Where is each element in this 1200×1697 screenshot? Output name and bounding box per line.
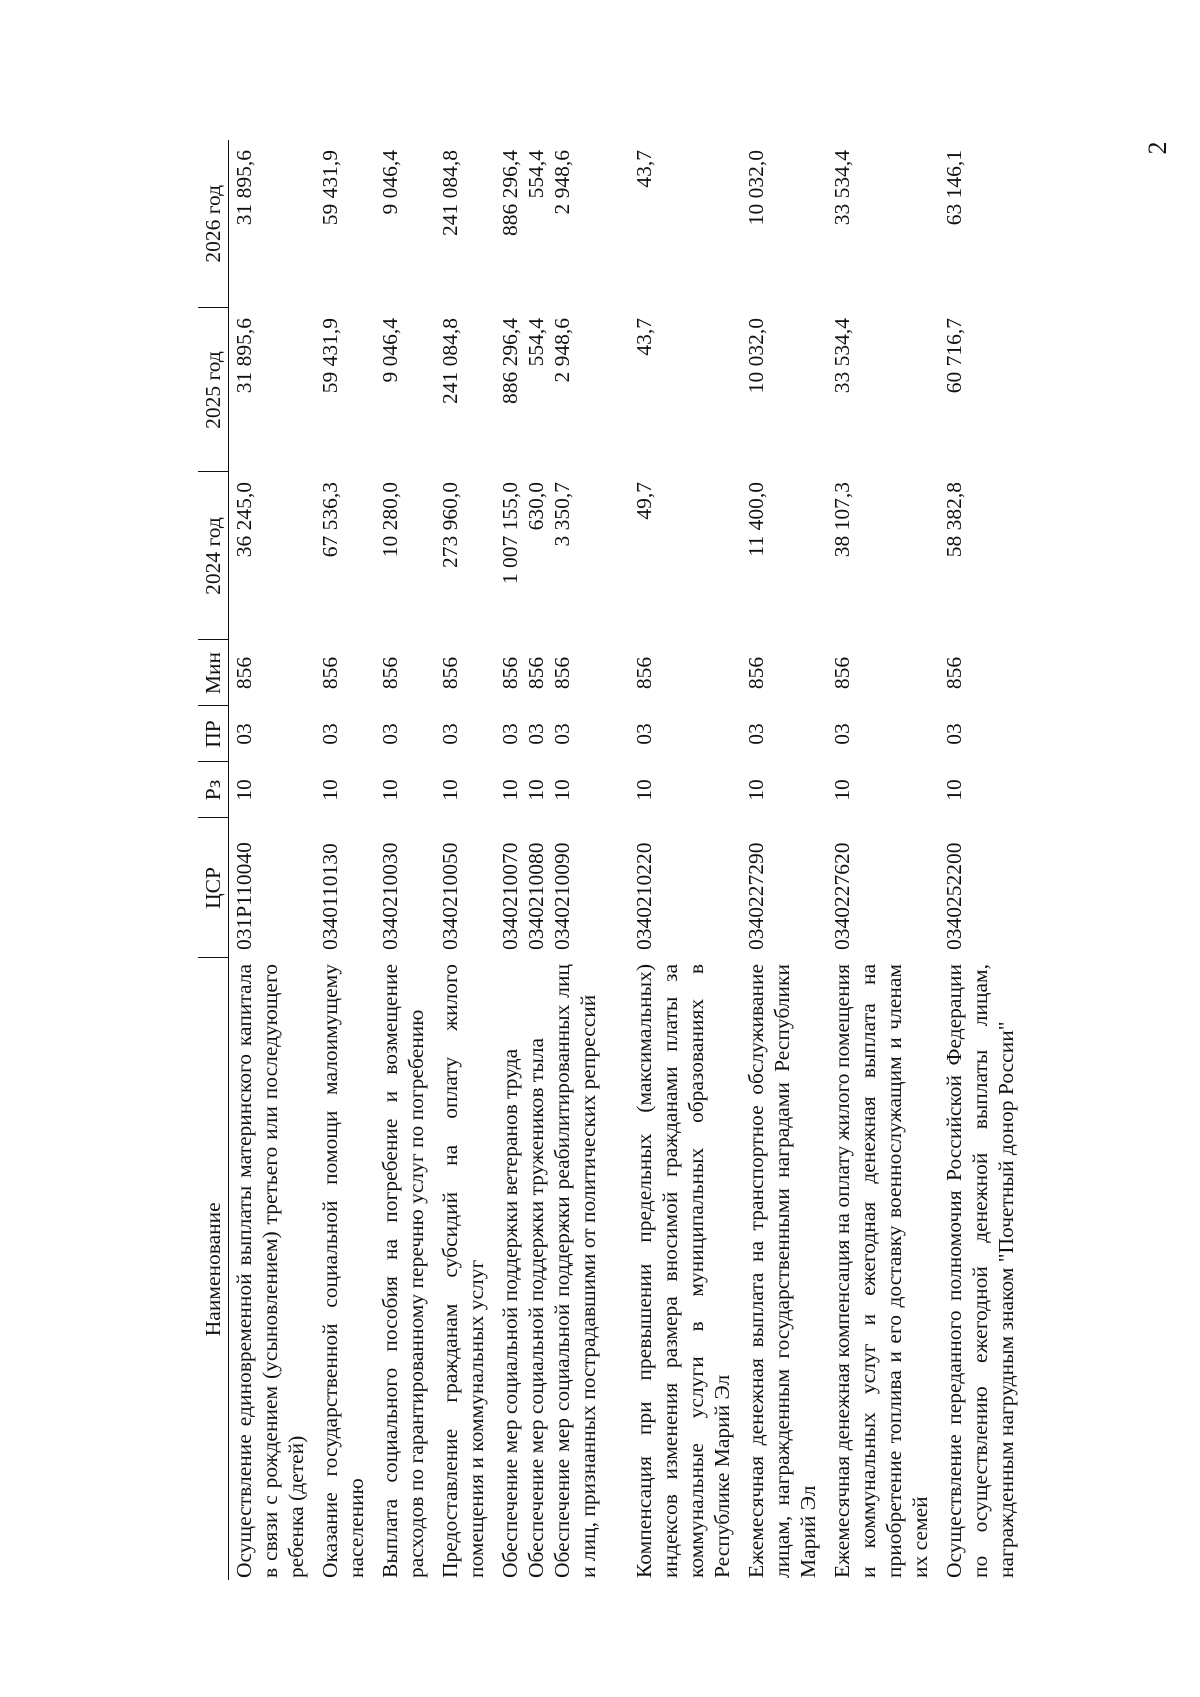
row-pr: 03 [550,723,574,745]
table-row [549,140,629,1580]
row-name: Ежемесячная денежная выплата на транспортное обслуживание лицам, награжденным государственными наградами Республики Марий Эл [744,964,820,1578]
row-2024: 273 960,0 [438,482,462,568]
row-min: 856 [498,656,522,690]
row-name: Компенсация при превышении предельных (максимальных) индексов изменения размера вносимой гражданами платы за коммунальные услуги в муниципальных образованиях в Республике Марий Эл [632,964,734,1578]
header-2026: 2026 год [198,140,229,308]
row-name: Осуществление единовременной выплаты материнского капитала в связи с рождением (усыновлением) третьего или последующего ребенка (детей) [232,964,308,1578]
header-2025: 2025 год [198,308,229,472]
row-2026: 63 146,1 [942,150,966,226]
row-2025: 60 716,7 [942,318,966,394]
row-min: 856 [632,656,656,690]
row-2026: 59 431,9 [318,150,342,226]
row-2025: 59 431,9 [318,318,342,394]
table-row [495,140,523,1580]
row-csr: 0340110130 [318,843,342,950]
row-2025: 10 032,0 [744,318,768,394]
table-row [629,140,741,1580]
row-pr: 03 [438,723,462,745]
table-row [229,140,316,1580]
row-min: 856 [942,656,966,690]
row-2024: 1 007 155,0 [498,482,522,585]
row-2024: 10 280,0 [378,482,402,558]
row-csr: 0340227620 [830,842,854,950]
row-rz: 10 [744,779,768,801]
row-2026: 886 296,4 [498,150,522,236]
row-2026: 10 032,0 [744,150,768,226]
row-2024: 36 245,0 [232,482,256,558]
row-pr: 03 [632,723,656,745]
row-rz: 10 [830,779,854,801]
row-2026: 2 948,6 [550,150,574,215]
row-name: Обеспечение мер социальной поддержки реабилитированных лиц и лиц, признанных пострадавшими от политических репрессий [550,964,600,1578]
row-csr: 0340210090 [550,842,574,950]
row-pr: 03 [524,723,548,745]
row-rz: 10 [942,779,966,801]
row-pr: 03 [830,723,854,745]
row-pr: 03 [318,723,342,745]
row-2025: 43,7 [632,318,656,356]
row-csr: 0340227290 [744,842,768,950]
header-rz: Рз [198,762,229,818]
row-2026: 33 534,4 [830,150,854,226]
row-pr: 03 [378,723,402,745]
row-rz: 10 [232,779,256,801]
row-2025: 31 895,6 [232,318,256,394]
table-row [523,140,549,1580]
row-2025: 9 046,4 [378,318,402,383]
row-name: Обеспечение мер социальной поддержки ветеранов труда [498,1048,522,1578]
header-pr: ПР [198,706,229,762]
page-number: 2 [1143,141,1172,155]
row-2025: 33 534,4 [830,318,854,394]
row-csr: 0340210070 [498,842,522,950]
row-csr: 0340252200 [942,842,966,950]
row-rz: 10 [632,779,656,801]
row-pr: 03 [942,723,966,745]
row-csr: 0340210220 [632,842,656,950]
table-row [827,140,939,1580]
row-csr: 0340210030 [378,842,402,950]
row-name: Ежемесячная денежная компенсация на оплату жилого помещения и коммунальных услуг и ежегодная денежная выплата на приобретение топлива и его доставку военнослужащим и членам их семей [830,964,932,1578]
rotated-table-container [198,140,1018,1580]
row-2024: 58 382,8 [942,482,966,558]
row-2025: 554,4 [524,318,548,367]
table-header-row [198,140,229,1580]
row-2026: 31 895,6 [232,150,256,226]
row-min: 856 [830,656,854,690]
row-rz: 10 [438,779,462,801]
row-csr: 031P110040 [232,842,256,950]
row-min: 856 [438,656,462,690]
row-2024: 630,0 [524,482,548,531]
row-csr: 0340210050 [438,842,462,950]
row-2024: 38 107,3 [830,482,854,558]
row-min: 856 [744,656,768,690]
row-rz: 10 [524,779,548,801]
row-2024: 49,7 [632,482,656,520]
row-2024: 3 350,7 [550,482,574,547]
header-min: Мин [198,640,229,706]
header-csr: ЦСР [198,818,229,958]
row-min: 856 [550,656,574,690]
row-name: Обеспечение мер социальной поддержки тружеников тыла [524,1037,548,1578]
budget-table [198,140,1047,1580]
row-2024: 11 400,0 [744,482,768,557]
row-pr: 03 [498,723,522,745]
row-min: 856 [232,656,256,690]
row-min: 856 [524,656,548,690]
row-2025: 241 084,8 [438,318,462,404]
row-name: Выплата социального пособия на погребение и возмещение расходов по гарантированному перечню услуг по погребению [378,964,428,1578]
table-row [435,140,495,1580]
row-rz: 10 [550,779,574,801]
table-row [375,140,435,1580]
row-2024: 67 536,3 [318,482,342,558]
row-rz: 10 [498,779,522,801]
row-pr: 03 [744,723,768,745]
table-row [315,140,375,1580]
row-pr: 03 [232,723,256,745]
row-csr: 0340210080 [524,842,548,950]
row-rz: 10 [378,779,402,801]
table-row [741,140,827,1580]
table-row [939,140,1047,1580]
row-min: 856 [318,656,342,690]
header-name: Наименование [198,958,229,1580]
row-name: Предоставление гражданам субсидий на оплату жилого помещения и коммунальных услуг [438,964,488,1578]
row-name: Оказание государственной социальной помощи малоимущему населению [318,964,368,1578]
row-2025: 886 296,4 [498,318,522,404]
row-min: 856 [378,656,402,690]
row-2026: 241 084,8 [438,150,462,236]
row-2026: 43,7 [632,150,656,188]
row-rz: 10 [318,779,342,801]
row-2026: 554,4 [524,150,548,199]
header-2024: 2024 год [198,472,229,640]
row-2026: 9 046,4 [378,150,402,215]
row-name: Осуществление переданного полномочия Российской Федерации по осуществлению ежегодной денежной выплаты лицам, награжденным нагрудным знаком "Почетный донор России" [942,964,1018,1578]
row-2025: 2 948,6 [550,318,574,383]
